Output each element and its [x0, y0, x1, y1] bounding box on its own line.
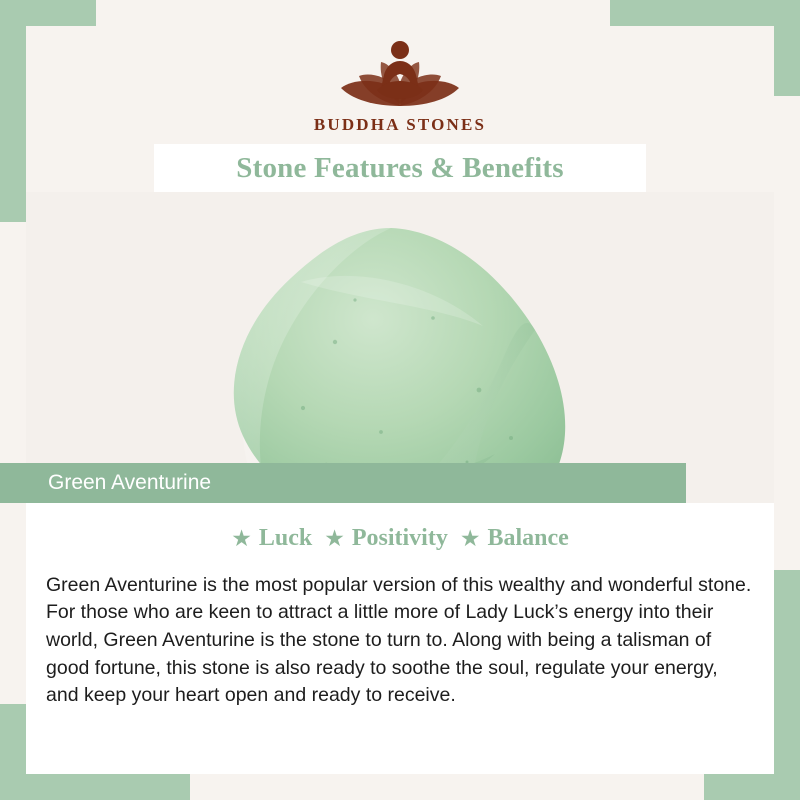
frame-top-left-vertical — [0, 0, 26, 222]
keyword-label: Positivity — [351, 525, 448, 551]
frame-bottom-left-horizontal — [0, 774, 190, 800]
star-icon: ★ — [231, 525, 252, 551]
star-icon: ★ — [324, 525, 345, 551]
description-paragraph: Green Aventurine is the most popular version of this wealthy and wonderful stone. For those who are keen to attract a little more of Lady Luck’s energy into their world, Green Aventurine is the stone to turn to. Along with being a talisman of good fortune, this stone is also ready to soothe the soul, regulate your energy, and keep your heart open and ready to receive. — [46, 573, 752, 707]
brand-logo-block — [26, 26, 774, 138]
star-icon: ★ — [459, 525, 481, 551]
section-title-bar — [154, 144, 646, 192]
keyword-item — [324, 525, 448, 552]
description-section — [26, 503, 774, 774]
keyword-item — [231, 525, 312, 552]
keyword-label: Luck — [258, 525, 313, 551]
frame-bottom-right-horizontal — [704, 774, 800, 800]
brand-name: BUDDHA STONES — [313, 115, 487, 134]
keyword-item — [460, 525, 569, 552]
frame-top-right-horizontal — [610, 0, 800, 26]
content-panel — [26, 26, 774, 774]
stone-name-banner — [0, 463, 686, 503]
stone-name-label: Green Aventurine — [48, 471, 212, 494]
keyword-list — [40, 525, 760, 552]
frame-bottom-right-vertical — [774, 570, 800, 800]
keyword-label: Balance — [487, 525, 569, 551]
frame-top-left-horizontal — [0, 0, 96, 26]
lotus-meditation-icon — [315, 28, 485, 114]
page-title: Stone Features & Benefits — [236, 151, 564, 184]
